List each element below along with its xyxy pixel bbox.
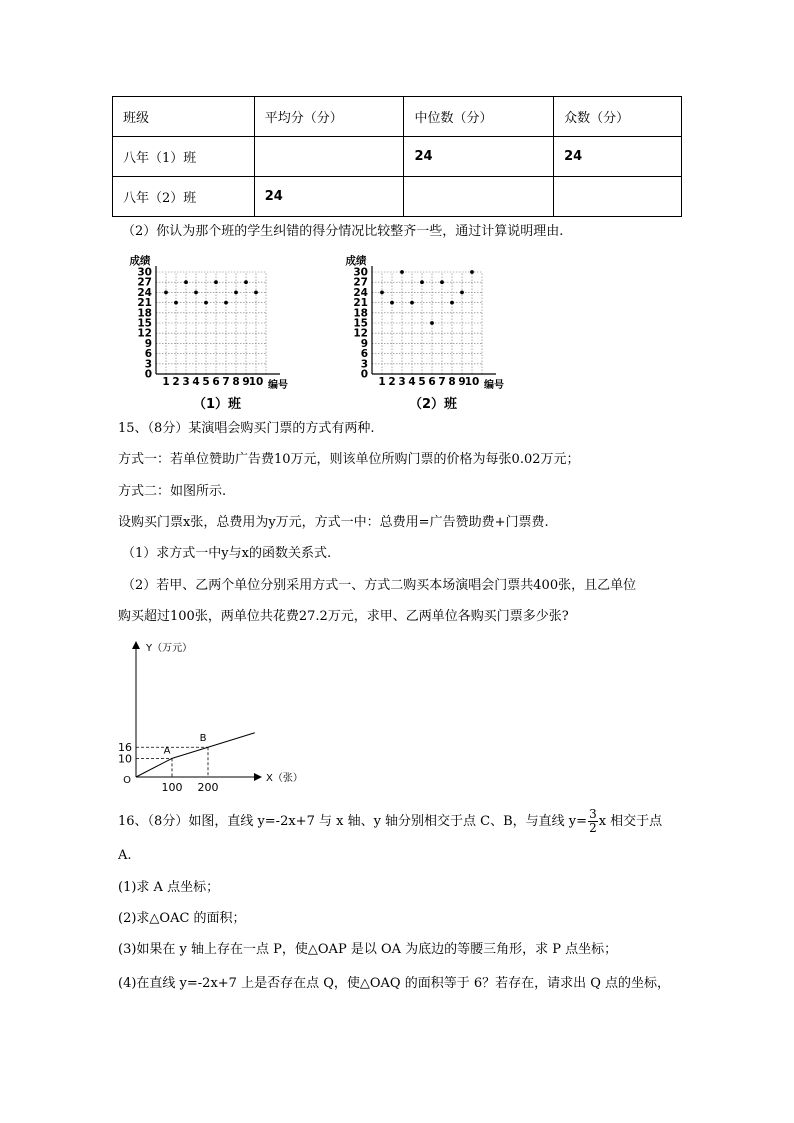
data-point [400, 270, 404, 274]
x-tick-label: 5 [202, 376, 210, 388]
y-tick-label: 18 [137, 307, 152, 320]
x-tick-label: 1 [162, 376, 170, 388]
x-tick-label: 200 [197, 781, 219, 794]
x-tick-label: 10 [248, 376, 264, 388]
q16-part4: (4)在直线 y=-2x+7 上是否存在点 Q，使△OAQ 的面积等于 6？若存在，请求出 Q 点的坐标， [118, 976, 671, 991]
class2-caption: （2）班 [408, 397, 458, 412]
scatter-plot-class2 [326, 248, 526, 414]
q15-part2-line1: （2）若甲、乙两个单位分别采用方式一、方式二购买本场演唱会门票共400张，且乙单位 [122, 578, 637, 593]
data-point [450, 301, 454, 305]
table-header-row [113, 97, 682, 137]
data-point [204, 301, 208, 305]
x-tick-label: 6 [428, 376, 436, 388]
data-point [224, 301, 228, 305]
y-tick-label: 0 [144, 368, 152, 381]
y-tick-label: 6 [360, 348, 368, 361]
y-tick-label: 12 [137, 327, 152, 340]
header-cell: 中位数（分） [404, 97, 554, 137]
q15-method1: 方式一：若单位赞助广告费10万元，则该单位所购门票的价格为每张0.02万元； [118, 452, 580, 467]
y-tick-label: 21 [137, 297, 152, 310]
q15-title: 15、（8分）某演唱会购买门票的方式有两种. [118, 421, 375, 436]
x-tick-label: 9 [458, 376, 466, 388]
table-cell [554, 177, 682, 217]
y-tick-label: 27 [353, 276, 368, 289]
y-axis-title: 成绩 [129, 255, 151, 267]
y-tick-label: 24 [137, 286, 152, 299]
table-cell: 八年（2）班 [113, 177, 255, 217]
fraction-numerator: 3 [589, 807, 597, 821]
y-tick-label: 6 [144, 348, 152, 361]
q15-part1: （1）求方式一中y与x的函数关系式. [122, 546, 332, 561]
x-tick-label: 7 [222, 376, 230, 388]
data-point [164, 291, 168, 295]
y-tick-label: 3 [360, 358, 368, 371]
y-tick-label: 21 [353, 297, 368, 310]
data-point [420, 280, 424, 284]
y-axis-label: Y（万元） [146, 643, 193, 654]
data-point [244, 280, 248, 284]
y-tick-label: 3 [144, 358, 152, 371]
series-line-extension [208, 733, 255, 748]
x-tick-label: 2 [172, 376, 180, 388]
table-cell: 24 [404, 137, 554, 177]
x-tick-label: 6 [212, 376, 220, 388]
point-a-label: A [163, 745, 171, 757]
q16-line1 [118, 808, 662, 835]
x-tick-label: 3 [398, 376, 406, 388]
y-tick-label: 15 [353, 317, 368, 330]
table-cell: 24 [554, 137, 682, 177]
data-point [214, 280, 218, 284]
y-tick-label: 12 [353, 327, 368, 340]
q15-method2: 方式二：如图所示. [118, 484, 227, 499]
scatter-plot-class1 [110, 248, 310, 414]
data-point [390, 301, 394, 305]
q14-part2: （2）你认为那个班的学生纠错的得分情况比较整齐一些，通过计算说明理由. [122, 224, 564, 239]
data-point [440, 280, 444, 284]
data-point [254, 291, 258, 295]
y-tick-label: 27 [137, 276, 152, 289]
series-line [136, 758, 172, 777]
y-tick-label: 24 [353, 286, 368, 299]
q15-part2-line2: 购买超过100张，两单位共花费27.2万元，求甲、乙两单位各购买门票多少张? [118, 609, 569, 624]
table-row [113, 177, 682, 217]
x-tick-label: 2 [388, 376, 396, 388]
data-point [234, 291, 238, 295]
table-cell [254, 137, 404, 177]
y-tick-label: 18 [353, 307, 368, 320]
header-cell: 众数（分） [554, 97, 682, 137]
header-cell: 班级 [113, 97, 255, 137]
data-point [460, 291, 464, 295]
table-cell: 24 [254, 177, 404, 217]
data-point [184, 280, 188, 284]
q16-part1: (1)求 A 点坐标； [118, 880, 220, 895]
y-tick-label: 9 [360, 337, 368, 350]
q16-line2: A. [118, 848, 132, 863]
table-cell [404, 177, 554, 217]
point-b-label: B [199, 733, 207, 745]
q15-setup: 设购买门票x张，总费用为y万元，方式一中：总费用=广告赞助费+门票费. [118, 515, 549, 530]
x-tick-label: 4 [408, 376, 416, 388]
y-tick-label: 0 [360, 368, 368, 381]
table-cell: 八年（1）班 [113, 137, 255, 177]
y-tick-label: 15 [137, 317, 152, 330]
y-tick-label: 30 [137, 266, 152, 279]
q16-line1-pre: 16、（8分）如图，直线 y=-2x+7 与 x 轴、y 轴分别相交于点 C、B，与直线 y= [118, 814, 588, 829]
series-line [172, 747, 208, 758]
y-tick-label: 16 [118, 741, 132, 755]
x-tick-label: 9 [242, 376, 250, 388]
data-point [410, 301, 414, 305]
fraction-denominator: 2 [589, 821, 597, 835]
data-point [380, 291, 384, 295]
fraction-three-halves [588, 808, 598, 835]
table-row [113, 137, 682, 177]
x-axis-label: X（张） [266, 773, 303, 784]
cost-line-chart [110, 635, 320, 795]
q16-line1-post: x 相交于点 [598, 814, 663, 829]
x-tick-label: 3 [182, 376, 190, 388]
header-cell: 平均分（分） [254, 97, 404, 137]
data-point [174, 301, 178, 305]
class1-caption: （1）班 [192, 397, 242, 412]
x-tick-label: 8 [448, 376, 456, 388]
x-tick-label: 100 [161, 781, 183, 794]
origin-label: O [123, 775, 131, 786]
data-point [470, 270, 474, 274]
y-tick-label: 10 [118, 752, 132, 766]
x-tick-label: 8 [232, 376, 240, 388]
y-tick-label: 9 [144, 337, 152, 350]
q16-part2: (2)求△OAC 的面积； [118, 911, 246, 926]
y-axis-title: 成绩 [345, 255, 367, 267]
score-table [112, 96, 682, 217]
y-tick-label: 30 [353, 266, 368, 279]
x-axis-title: 编号 [268, 380, 288, 391]
q16-part3: (3)如果在 y 轴上存在一点 P，使△OAP 是以 OA 为底边的等腰三角形，求 P 点坐标； [118, 942, 618, 957]
x-tick-label: 4 [192, 376, 200, 388]
x-tick-label: 7 [438, 376, 446, 388]
data-point [430, 321, 434, 325]
x-tick-label: 10 [464, 376, 480, 388]
x-axis-title: 编号 [484, 380, 504, 391]
data-point [194, 291, 198, 295]
x-tick-label: 1 [378, 376, 386, 388]
x-tick-label: 5 [418, 376, 426, 388]
